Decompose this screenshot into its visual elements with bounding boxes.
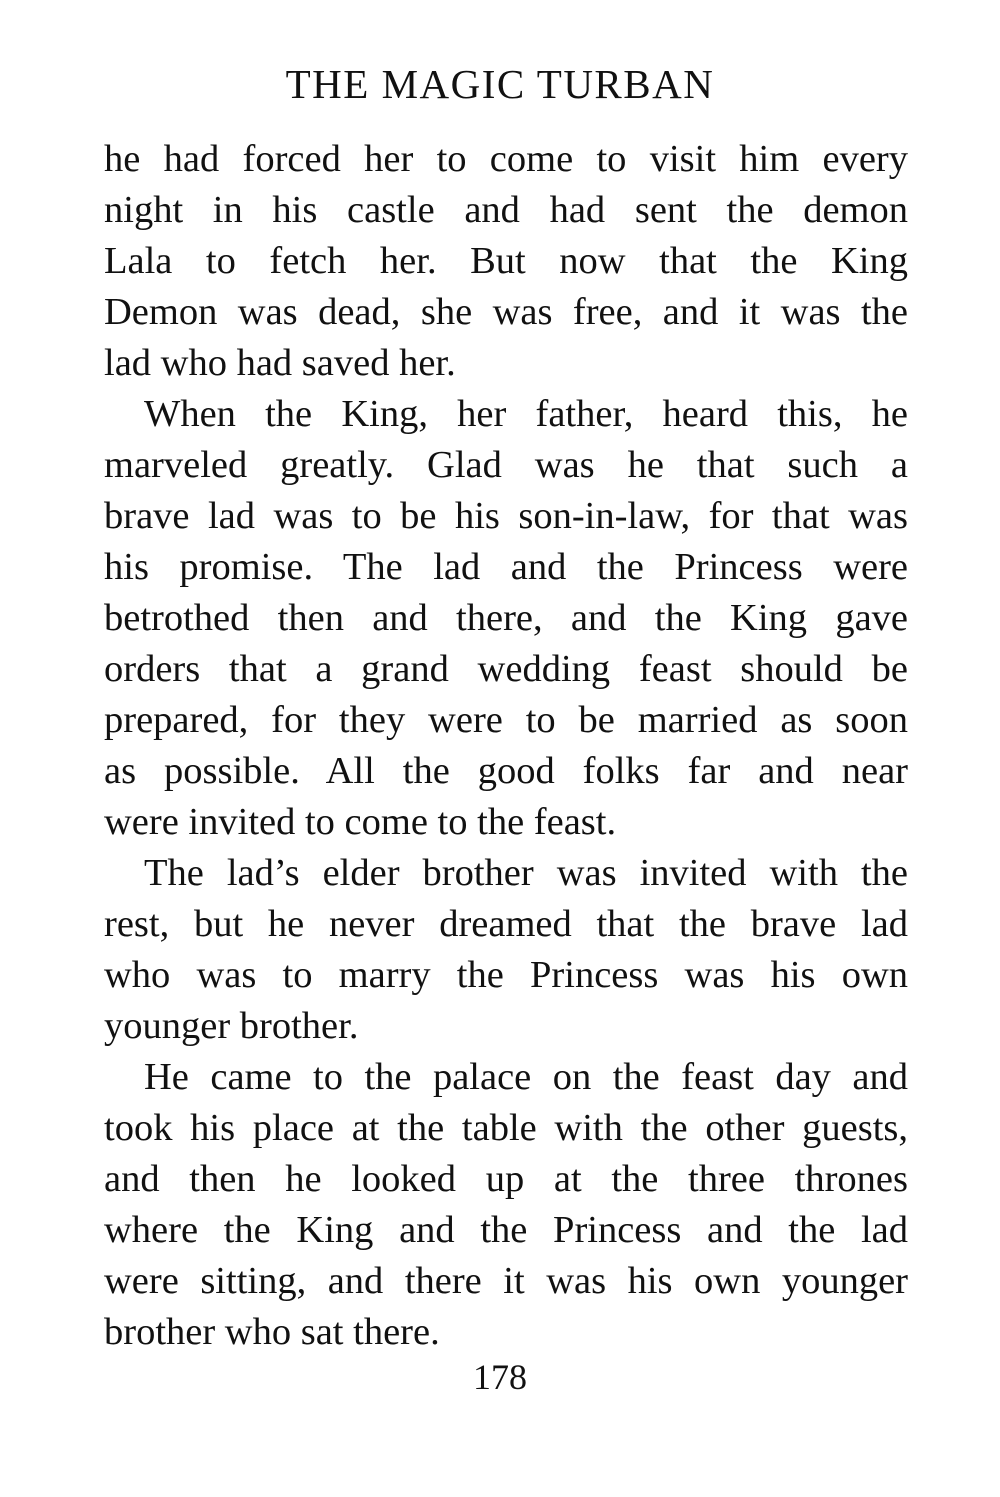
text-line: The lad’s elder brother was invited with the — [144, 852, 908, 894]
text-line: brother who sat there. — [104, 1311, 440, 1353]
body-text — [104, 134, 908, 1358]
text-line: When the King, her father, heard this, he — [144, 393, 908, 435]
text-line: were sitting, and there it was his own younger — [104, 1260, 908, 1302]
text-line: prepared, for they were to be married as soon — [104, 699, 908, 741]
text-line: orders that a grand wedding feast should be — [104, 648, 908, 690]
text-line: where the King and the Princess and the lad — [104, 1209, 908, 1251]
text-line: rest, but he never dreamed that the brave lad — [104, 903, 908, 945]
text-line: night in his castle and had sent the demon — [104, 189, 908, 231]
text-line: who was to marry the Princess was his own — [104, 954, 908, 996]
text-line: younger brother. — [104, 1005, 359, 1047]
text-line: betrothed then and there, and the King gave — [104, 597, 908, 639]
text-line: as possible. All the good folks far and near — [104, 750, 908, 792]
page-number: 178 — [473, 1357, 527, 1397]
text-line: Lala to fetch her. But now that the King — [104, 240, 908, 282]
text-line: took his place at the table with the other guests, — [104, 1107, 908, 1149]
text-line: he had forced her to come to visit him every — [104, 138, 908, 180]
text-line: lad who had saved her. — [104, 342, 456, 384]
text-line: his promise. The lad and the Princess were — [104, 546, 908, 588]
text-line: He came to the palace on the feast day and — [144, 1056, 908, 1098]
text-line: and then he looked up at the three thrones — [104, 1158, 908, 1200]
text-line: marveled greatly. Glad was he that such a — [104, 444, 908, 486]
running-head-title: THE MAGIC TURBAN — [285, 61, 715, 107]
text-line: Demon was dead, she was free, and it was the — [104, 291, 908, 333]
text-line: were invited to come to the feast. — [104, 801, 617, 843]
text-line: brave lad was to be his son-in-law, for that was — [104, 495, 908, 537]
